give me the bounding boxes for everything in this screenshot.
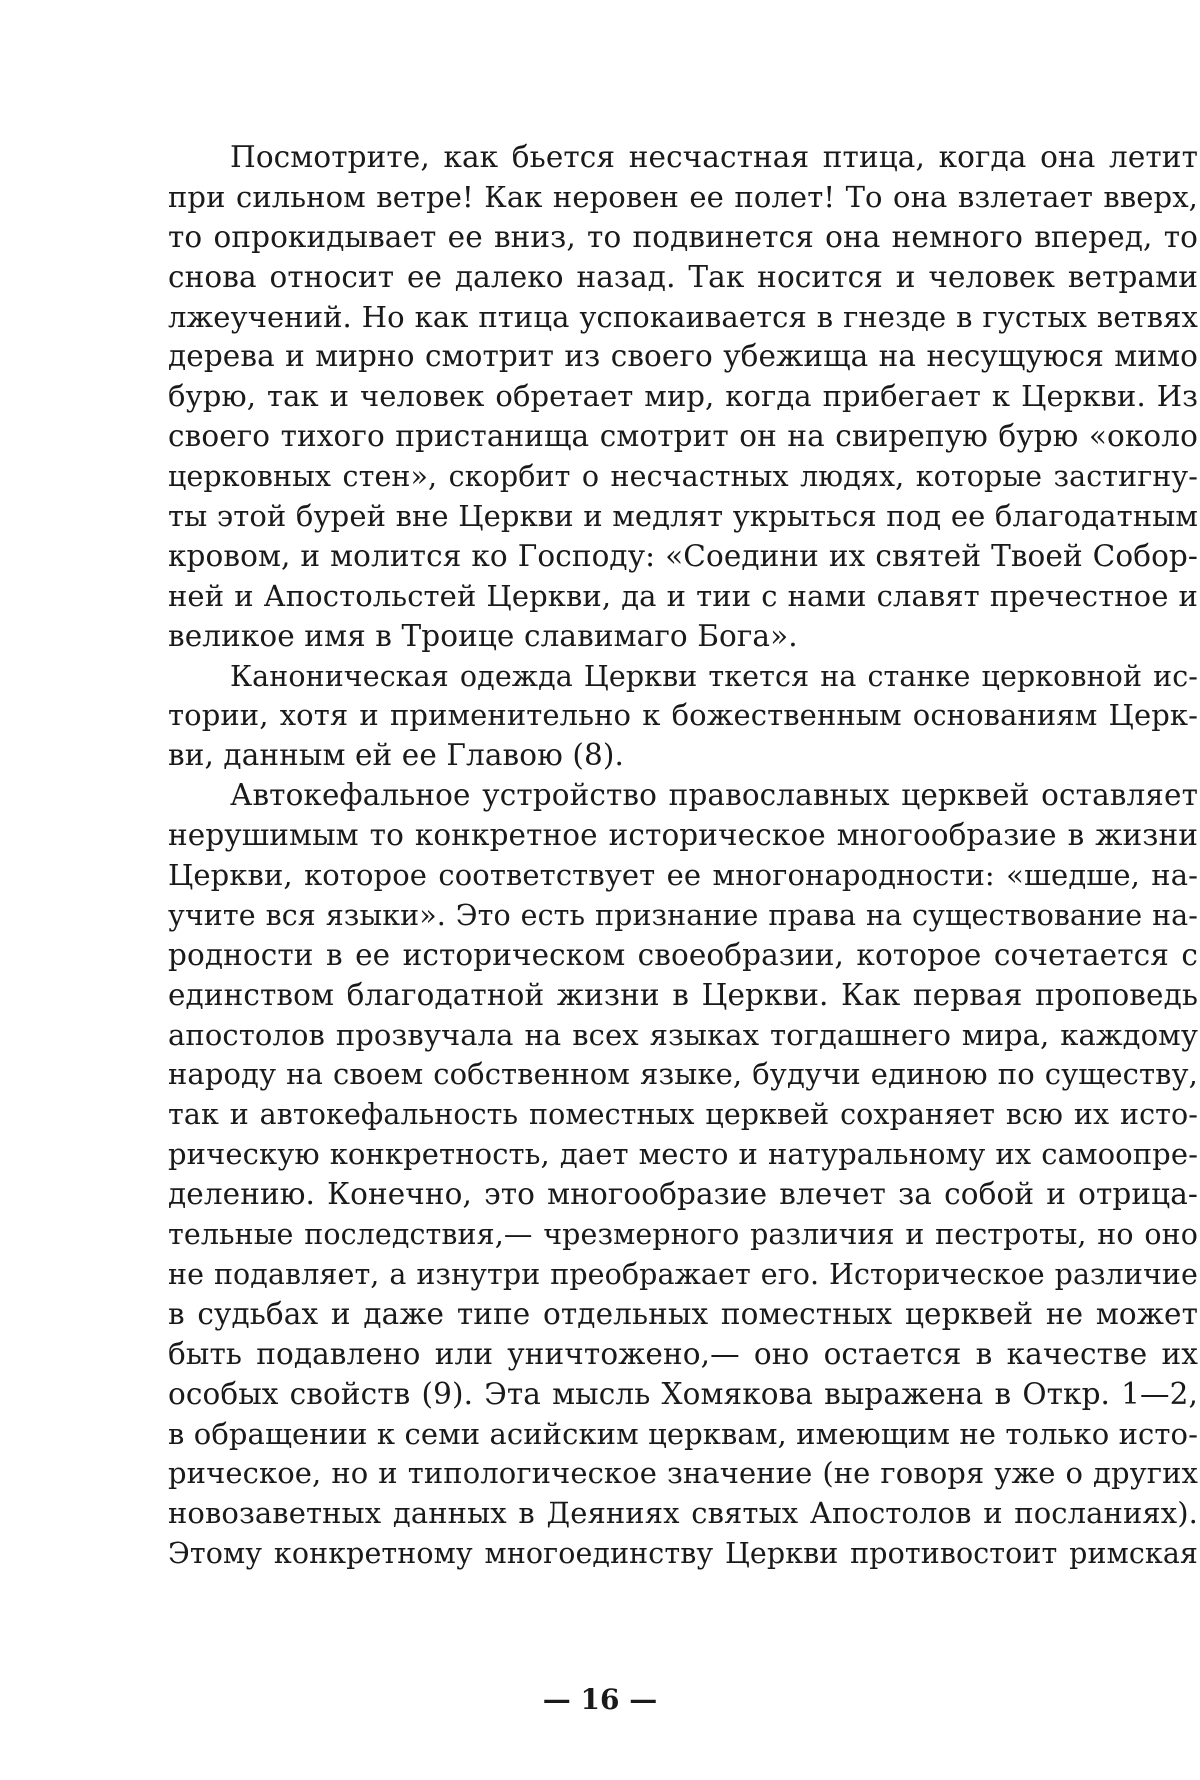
text-line: апостолов прозвучала на всех языках тогдашнего мира, каждому — [168, 1017, 1198, 1052]
text-line: церковных стен», скорбит о несчастных людях, которые застигну- — [168, 460, 1198, 494]
text-line: Этому конкретному многоединству Церкви противостоит римская — [168, 1537, 1198, 1571]
text-line: снова относит ее далеко назад. Так носится и человек ветрами — [168, 259, 1198, 294]
text-line: Автокефальное устройство православных церквей оставляет — [230, 778, 1198, 813]
text-line: ви, данным ей ее Главою (8). — [168, 738, 624, 773]
text-line: великое имя в Троице славимаго Бога». — [168, 618, 798, 653]
paragraph-2 — [168, 657, 1198, 777]
text-line: кровом, и молится ко Господу: «Соедини их святей Твоей Собор- — [168, 538, 1198, 573]
text-line: народу на своем собственном языке, будучи единою по существу, — [168, 1057, 1198, 1092]
text-line: Церкви, которое соответствует ее многонародности: «шедше, на- — [168, 858, 1198, 893]
text-line: единством благодатной жизни в Церкви. Как первая проповедь — [168, 977, 1198, 1012]
text-line: ней и Апостольстей Церкви, да и тии с нами славят пречестное и — [168, 578, 1198, 613]
text-line: рическое, но и типологическое значение (не говоря уже о других — [168, 1456, 1198, 1491]
text-line: делению. Конечно, это многообразие влечет за собой и отрица- — [168, 1177, 1198, 1212]
text-line: при сильном ветре! Как неровен ее полет! То она взлетает вверх, — [168, 179, 1198, 214]
text-line: быть подавлено или уничтожено,— оно остается в качестве их — [168, 1336, 1198, 1371]
text-line: своего тихого пристанища смотрит он на свирепую бурю «около — [168, 419, 1198, 454]
text-line: бурю, так и человек обретает мир, когда прибегает к Церкви. Из — [168, 379, 1198, 414]
text-line: так и автокефальность поместных церквей сохраняет всю их исто- — [168, 1098, 1198, 1132]
text-line: ты этой бурей вне Церкви и медлят укрыться под ее благодатным — [168, 499, 1198, 534]
text-line: то опрокидывает ее вниз, то подвинется она немного вперед, то — [168, 219, 1198, 254]
text-line: Каноническая одежда Церкви ткется на станке церковной ис- — [230, 659, 1198, 693]
text-line: дерева и мирно смотрит из своего убежища на несущуюся мимо — [168, 339, 1198, 374]
page-body — [168, 138, 1198, 1574]
text-line: не подавляет, а изнутри преображает его. Историческое различие — [168, 1257, 1198, 1291]
text-line: новозаветных данных в Деяниях святых Апостолов и посланиях). — [168, 1496, 1198, 1531]
paragraph-3 — [168, 776, 1198, 1574]
text-line: тельные последствия,— чрезмерного различия и пестроты, но оно — [168, 1218, 1198, 1252]
text-line: рическую конкретность, дает место и натуральному их самоопре- — [168, 1137, 1198, 1172]
text-line: учите вся языки». Это есть признание права на существование на- — [168, 898, 1198, 932]
text-line: Посмотрите, как бьется несчастная птица, когда она летит — [230, 140, 1198, 174]
text-line: нерушимым то конкретное историческое многообразие в жизни — [168, 818, 1198, 853]
text-line: в обращении к семи асийским церквам, имеющим не только исто- — [168, 1416, 1198, 1451]
page-number: — 16 — — [542, 1683, 658, 1716]
text-line: лжеучений. Но как птица успокаивается в гнезде в густых ветвях — [168, 299, 1198, 334]
text-line: особых свойств (9). Эта мысль Хомякова выражена в Откр. 1—2, — [168, 1376, 1198, 1411]
paragraph-1 — [168, 138, 1198, 657]
text-line: родности в ее историческом своеобразии, которое сочетается с — [168, 937, 1198, 972]
text-line: тории, хотя и применительно к божественным основаниям Церк- — [168, 698, 1198, 733]
text-line: в судьбах и даже типе отдельных поместных церквей не может — [168, 1296, 1198, 1331]
